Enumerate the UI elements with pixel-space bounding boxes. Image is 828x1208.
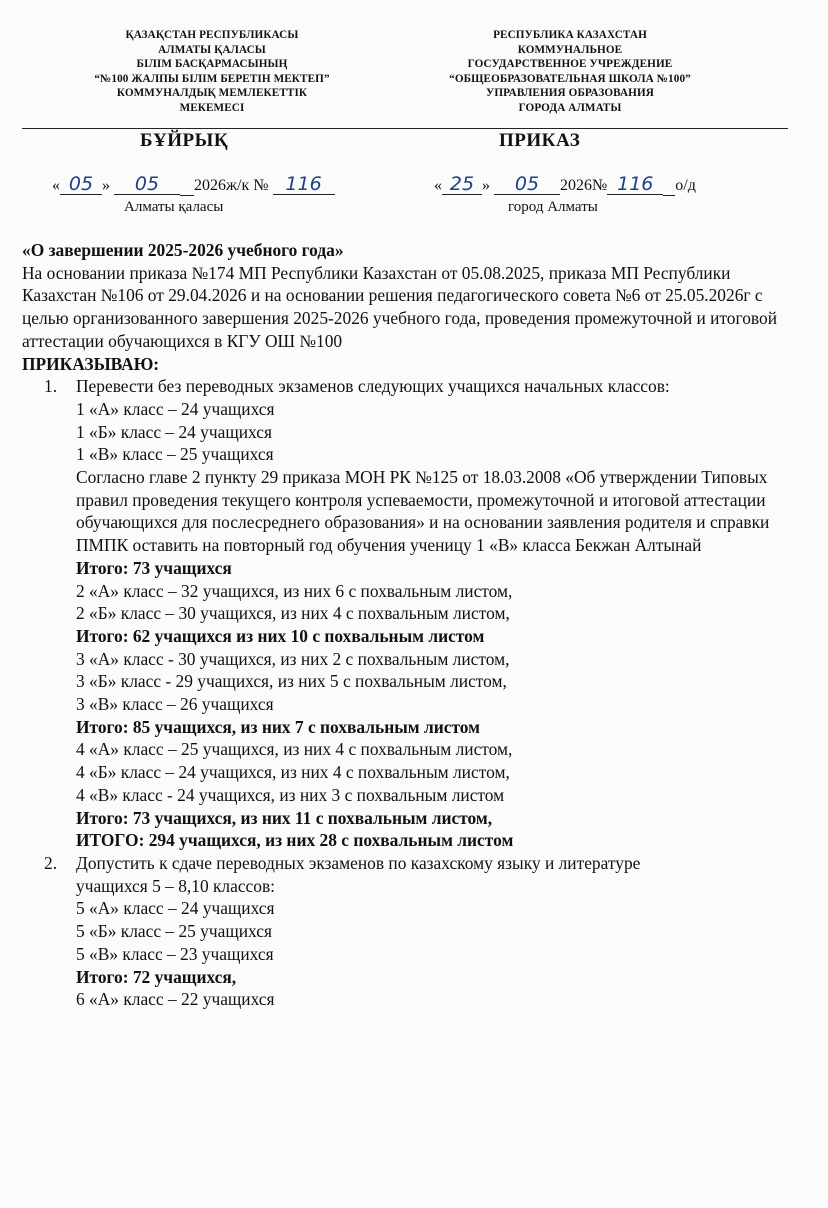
order-heading: ПРИКАЗЫВАЮ: bbox=[22, 353, 160, 374]
header-right-line: “ОБЩЕОБРАЗОВАТЕЛЬНАЯ ШКОЛА №100” bbox=[449, 72, 691, 85]
year-text: 2026№ bbox=[560, 177, 608, 194]
class-line: 6 «А» класс – 22 учащихся bbox=[76, 989, 275, 1010]
item-text: Допустить к сдаче переводных экзаменов по казахскому языку и литературе учащихся 5 – 8,10 классов: bbox=[76, 852, 641, 896]
total-line: Итого: 73 учащихся, из них 11 с похвальным листом, bbox=[76, 807, 493, 828]
handwritten-number: 116 bbox=[607, 174, 663, 195]
order-date-ru bbox=[434, 174, 696, 196]
class-line: 2 «А» класс – 32 учащихся, из них 6 с похвальным листом, bbox=[76, 580, 513, 601]
class-line: 5 «В» класс – 23 учащихся bbox=[76, 943, 274, 964]
class-line: 5 «Б» класс – 25 учащихся bbox=[76, 921, 272, 942]
quote-close: » bbox=[102, 177, 110, 194]
total-line: Итого: 73 учащихся bbox=[76, 557, 232, 578]
class-line: 3 «Б» класс - 29 учащихся, из них 5 с похвальным листом, bbox=[76, 671, 507, 692]
order-title-ru: ПРИКАЗ bbox=[499, 130, 581, 151]
class-line: 1 «В» класс – 25 учащихся bbox=[76, 444, 274, 465]
class-line: 1 «Б» класс – 24 учащихся bbox=[76, 421, 272, 442]
item-1-lines bbox=[76, 398, 812, 852]
class-line: 3 «А» класс - 30 учащихся, из них 2 с похвальным листом, bbox=[76, 648, 510, 669]
quote-open: « bbox=[52, 177, 60, 194]
order-title-kz: БҰЙРЫҚ bbox=[140, 130, 229, 151]
class-line: Согласно главе 2 пункту 29 приказа МОН РК №125 от 18.03.2008 «Об утверждении Типовых правил проведения текущего контроля успеваемости, промежуточной и итоговой аттестации обучающихся для послесреднего образования» и на основании заявления родителя и справки ПМПК оставить на повторный год обучения ученицу 1 «В» класса Бекжан Алтынай bbox=[76, 467, 770, 556]
item-number: 2. bbox=[44, 852, 58, 873]
header-right-ru bbox=[420, 28, 720, 116]
order-date-kz bbox=[52, 174, 335, 196]
item-2-lines bbox=[76, 897, 812, 1011]
handwritten-number: 116 bbox=[273, 174, 335, 195]
header-divider bbox=[22, 128, 788, 129]
item-text: Перевести без переводных экзаменов следующих учащихся начальных классов: bbox=[76, 376, 670, 397]
header-left-kz bbox=[62, 28, 362, 116]
preamble: На основании приказа №174 МП Республики Казахстан от 05.08.2025, приказа МП Республики Казахстан №106 от 29.04.2026 и на основании решения педагогического совета №6 от 25.05.2026г с целью организованного завершения 2025-2026 учебного года, проведения промежуточной и итоговой аттестации обучающихся в КГУ ОШ №100 bbox=[22, 262, 777, 351]
header-left-line: “№100 ЖАЛПЫ БІЛІМ БЕРЕТІН МЕКТЕП” bbox=[94, 72, 330, 85]
class-line: 2 «Б» класс – 30 учащихся, из них 4 с похвальным листом, bbox=[76, 603, 510, 624]
city-kz: Алматы қаласы bbox=[124, 199, 224, 215]
year-text: 2026ж/к № bbox=[194, 177, 269, 194]
handwritten-day: 05 bbox=[60, 174, 102, 195]
header-right-line: КОММУНАЛЬНОЕ bbox=[517, 43, 623, 56]
header-left-line: КОММУНАЛДЫҚ МЕМЛЕКЕТТІК bbox=[116, 87, 308, 100]
total-line: ИТОГО: 294 учащихся, из них 28 с похвальным листом bbox=[76, 830, 514, 851]
total-line: Итого: 62 учащихся из них 10 с похвальным листом bbox=[76, 625, 485, 646]
total-line: Итого: 85 учащихся, из них 7 с похвальным листом bbox=[76, 716, 481, 737]
total-line: Итого: 72 учащихся, bbox=[76, 966, 237, 987]
header-left-line: МЕКЕМЕСІ bbox=[179, 101, 245, 114]
quote-close: » bbox=[482, 177, 490, 194]
handwritten-month: 05 bbox=[494, 174, 560, 195]
order-subject: «О завершении 2025-2026 учебного года» bbox=[22, 240, 344, 260]
header-right-line: ГОСУДАРСТВЕННОЕ УЧРЕЖДЕНИЕ bbox=[467, 58, 673, 71]
header-left-line: БІЛІМ БАСҚАРМАСЫНЫҢ bbox=[136, 58, 288, 71]
city-ru: город Алматы bbox=[508, 199, 598, 215]
header-right-line: УПРАВЛЕНИЯ ОБРАЗОВАНИЯ bbox=[486, 87, 654, 100]
class-line: 4 «А» класс – 25 учащихся, из них 4 с похвальным листом, bbox=[76, 739, 513, 760]
order-item-2 bbox=[22, 852, 812, 1011]
quote-open: « bbox=[434, 177, 442, 194]
class-line: 1 «А» класс – 24 учащихся bbox=[76, 398, 275, 419]
handwritten-month: 05 bbox=[114, 174, 180, 195]
order-body bbox=[22, 239, 812, 1011]
header-left-line: ҚАЗАҚСТАН РЕСПУБЛИКАСЫ bbox=[125, 29, 299, 41]
order-suffix: о/д bbox=[675, 177, 696, 194]
class-line: 4 «Б» класс – 24 учащихся, из них 4 с похвальным листом, bbox=[76, 762, 510, 783]
item-number: 1. bbox=[44, 376, 58, 397]
class-line: 4 «В» класс - 24 учащихся, из них 3 с похвальным листом bbox=[76, 784, 505, 805]
handwritten-day: 25 bbox=[442, 174, 482, 195]
order-items bbox=[22, 375, 812, 1011]
class-line: 3 «В» класс – 26 учащихся bbox=[76, 694, 274, 715]
header-right-line: ГОРОДА АЛМАТЫ bbox=[518, 101, 622, 114]
class-line: 5 «А» класс – 24 учащихся bbox=[76, 898, 275, 919]
order-item-1 bbox=[22, 375, 812, 852]
header-right-line: РЕСПУБЛИКА КАЗАХСТАН bbox=[493, 29, 647, 41]
header-left-line: АЛМАТЫ ҚАЛАСЫ bbox=[158, 43, 266, 56]
